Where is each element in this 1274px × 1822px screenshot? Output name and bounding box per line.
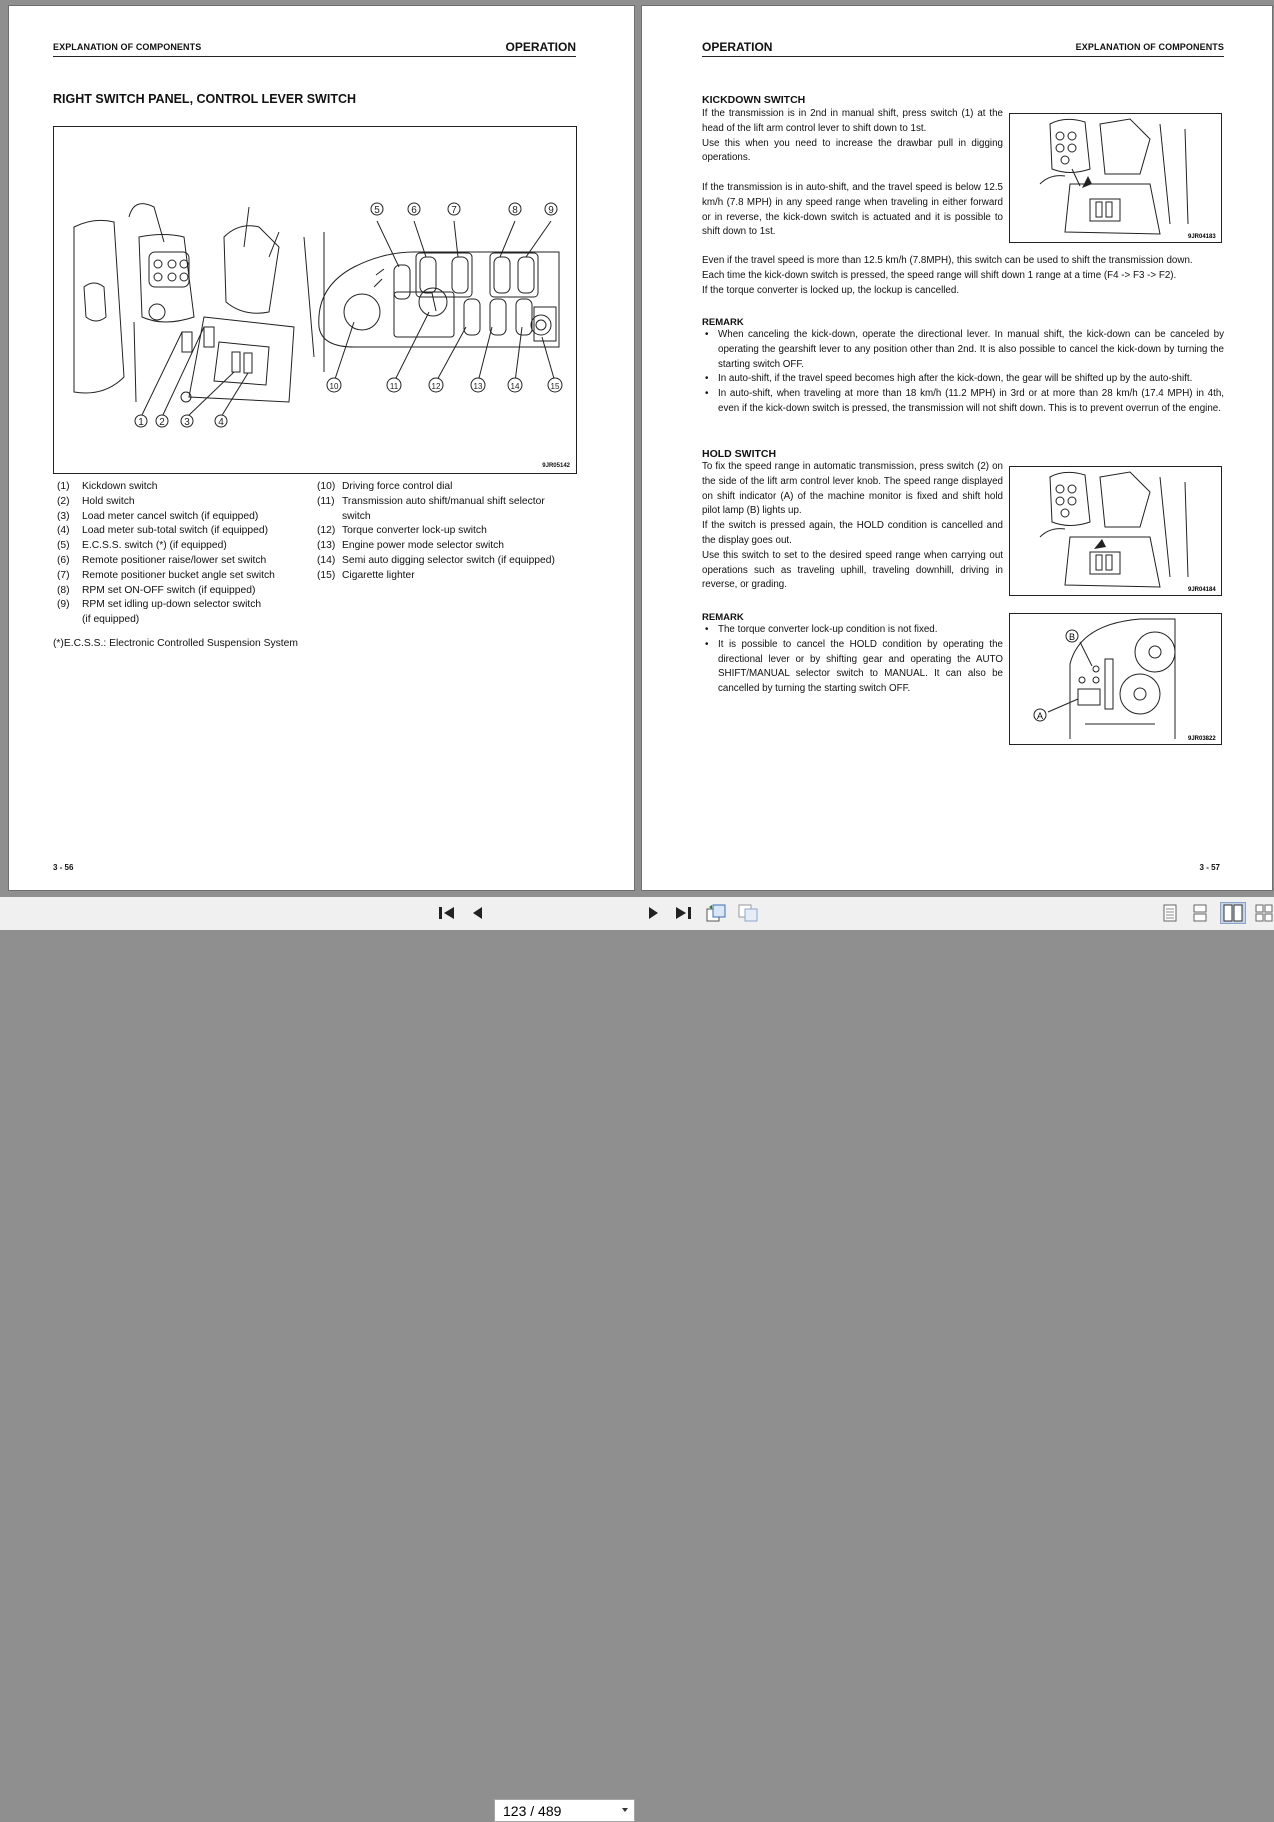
svg-text:1: 1 [138,417,144,428]
next-page-icon[interactable] [644,903,664,923]
callout-4 [215,415,227,428]
continuous-view-icon[interactable] [1190,903,1210,923]
kickdown-paragraph-6: If the torque converter is locked up, the lockup is cancelled. [702,284,960,296]
figure-code: 9JR04184 [1188,587,1216,593]
kickdown-paragraph-1: If the transmission is in 2nd in manual shift, press switch (1) at the head of the lift arm control lever to shift down to 1st. [702,108,1003,134]
list-item: (2) Hold switch [57,495,135,507]
components-list-col2 [317,480,577,584]
callout-1 [135,415,147,428]
right-header-rule [702,56,1224,57]
svg-text:5: 5 [374,205,380,216]
svg-text:12: 12 [431,382,441,391]
list-item: (4) Load meter sub-total switch (if equipped) [57,525,269,537]
hold-paragraph-1: To fix the speed range in automatic transmission, press switch (2) on the side of the lift arm control lever knob. The speed range displayed on shift indicator (A) of the machine monitor is fixed and shift hold pilot lamp (B) lights up. [702,461,1003,517]
list-item: (5) E.C.S.S. switch (*) (if equipped) [57,540,227,552]
figure-code: 9JR03822 [1188,736,1216,742]
right-page [641,5,1273,891]
hold-figure [1009,466,1222,596]
svg-text:3: 3 [184,417,190,428]
svg-text:11: 11 [389,382,399,391]
last-page-icon[interactable] [673,903,693,923]
switch-panel-illustration [54,127,576,473]
kickdown-paragraph-4: Even if the travel speed is more than 12.5 km/h (7.8MPH), this switch can be used to shift the transmission down. [702,255,1193,266]
callout-3 [181,415,193,428]
hold-text [702,460,1003,593]
single-page-view-icon[interactable] [1160,903,1180,923]
list-item: (8) RPM set ON-OFF switch (if equipped) [57,584,256,596]
list-item: switch [342,510,371,522]
callout-14 [508,378,522,392]
callout-12 [429,378,443,392]
two-page-continuous-view-icon[interactable] [1254,903,1274,923]
list-item: • In auto-shift, when traveling at more than 18 km/h (11.2 MPH) in 3rd or at more than 28 km/h (17.4 MPH) in 4th, even if the kick-down switch is pressed, the transmission will not shift down. This is to prevent overrun of the engine. [705,388,1224,414]
list-item: • The torque converter lock-up condition is not fixed. [705,624,938,635]
hold-title: HOLD SWITCH [702,448,777,460]
callout-13 [471,378,485,392]
page-number: 3 - 56 [53,863,74,872]
svg-text:15: 15 [550,382,560,391]
figure-code: 9JR05142 [542,463,570,469]
remark-1-title: REMARK [702,317,744,328]
kickdown-paragraph-2: Use this when you need to increase the drawbar pull in digging operations. [702,137,1003,164]
left-header-rule [53,56,576,57]
list-item: (9) RPM set idling up-down selector switch [57,599,262,611]
list-item: (11) Transmission auto shift/manual shift selector [317,495,545,507]
footnote: (*)E.C.S.S.: Electronic Controlled Suspension System [53,638,298,649]
kickdown-figure [1009,113,1222,243]
svg-text:10: 10 [329,382,339,391]
hold-paragraph-2: If the switch is pressed again, the HOLD condition is cancelled and the display goes out. [702,520,1003,546]
list-item: (1) Kickdown switch [57,481,158,492]
left-page-title: RIGHT SWITCH PANEL, CONTROL LEVER SWITCH [53,92,357,106]
list-item: (12) Torque converter lock-up switch [317,525,487,537]
components-list-col1 [57,480,317,628]
svg-text:8: 8 [512,205,518,216]
svg-text:6: 6 [411,205,417,216]
right-header-section: EXPLANATION OF COMPONENTS [1075,42,1224,52]
kickdown-text-top [702,107,1003,240]
kickdown-paragraph-5: Each time the kick-down switch is pressed, the speed range will shift down 1 range at a time (F4 -> F3 -> F2). [702,269,1177,281]
list-item: (if equipped) [82,614,140,626]
svg-text:9: 9 [548,205,554,216]
callout-10 [327,378,341,392]
remark-2-list [702,623,1003,697]
left-header-section: EXPLANATION OF COMPONENTS [53,42,202,52]
remark-2-title: REMARK [702,612,744,623]
remark-1-list [702,328,1224,417]
figure-callouts [1034,630,1078,721]
list-item: (15) Cigarette lighter [317,569,415,581]
prev-page-icon[interactable] [467,903,487,923]
list-item: (6) Remote positioner raise/lower set switch [57,554,267,566]
kickdown-title: KICKDOWN SWITCH [702,94,806,106]
left-page [8,5,635,891]
right-header-chapter: OPERATION [702,40,773,54]
list-item: (14) Semi auto digging selector switch (if equipped) [317,554,555,566]
monitor-illustration [1010,614,1221,744]
kickdown-paragraph-3: If the transmission is in auto-shift, and the travel speed is below 12.5 km/h (7.8 MPH) in any speed range when traveling in either forward or in reverse, the kick-down switch is actuated and it is possible to shift down to 1st. [702,181,1003,238]
svg-text:2: 2 [159,417,165,428]
page-number-input[interactable] [494,1799,635,1822]
list-item: • It is possible to cancel the HOLD condition by operating the directional lever or by shifting gear and operating the AUTO SHIFT/MANUAL selector switch to MANUAL. It can also be cancelled by turning the starting switch OFF. [705,638,1003,695]
hold-paragraph-3: Use this switch to set to the desired speed range when carrying out operations such as traveling uphill, traveling downhill, driving in reverse, or grading. [702,549,1003,591]
callout-7 [448,203,460,216]
callout-8 [509,203,521,216]
page-number: 3 - 57 [1199,863,1220,872]
callout-15 [548,378,562,392]
callout-2 [156,415,168,428]
list-item: • In auto-shift, if the travel speed becomes high after the kick-down, the gear will be shifted up by the auto-shift. [705,373,1193,385]
kickdown-text-bottom [702,254,1224,298]
callout-11 [387,378,401,392]
figure-code: 9JR04183 [1188,234,1216,240]
list-item: (13) Engine power mode selector switch [317,540,504,552]
figure-callouts [135,203,562,428]
page-number-display: 123 / 489 [503,1802,562,1819]
kickdown-illustration [1010,114,1221,242]
callout-b [1066,630,1078,642]
hold-illustration [1010,467,1221,595]
viewer-toolbar [0,897,1274,1819]
first-page-icon[interactable] [437,903,457,923]
svg-text:B: B [1068,632,1076,642]
left-header-chapter: OPERATION [505,40,576,54]
callout-9 [545,203,557,216]
svg-text:14: 14 [510,382,520,391]
list-item: (3) Load meter cancel switch (if equipped) [57,510,259,522]
callout-5 [371,203,383,216]
rotate-page-2-icon[interactable] [737,903,759,923]
monitor-figure [1009,613,1222,745]
svg-text:4: 4 [218,417,224,428]
switch-panel-figure [53,126,577,474]
svg-text:7: 7 [451,205,457,216]
chevron-down-icon[interactable] [622,1808,628,1812]
list-item: (7) Remote positioner bucket angle set switch [57,569,275,581]
callout-6 [408,203,420,216]
callout-a [1034,709,1046,721]
rotate-page-icon[interactable] [705,903,727,923]
svg-text:A: A [1036,711,1044,721]
list-item: • When canceling the kick-down, operate the directional lever. In manual shift, the kick-down can be canceled by operating the gearshift lever to any position other than 2nd. It is also possible to cancel the kick-down by turning the starting switch OFF. [705,329,1224,370]
two-page-view-icon[interactable] [1220,902,1246,924]
list-item: (10) Driving force control dial [317,481,453,492]
svg-text:13: 13 [473,382,483,391]
